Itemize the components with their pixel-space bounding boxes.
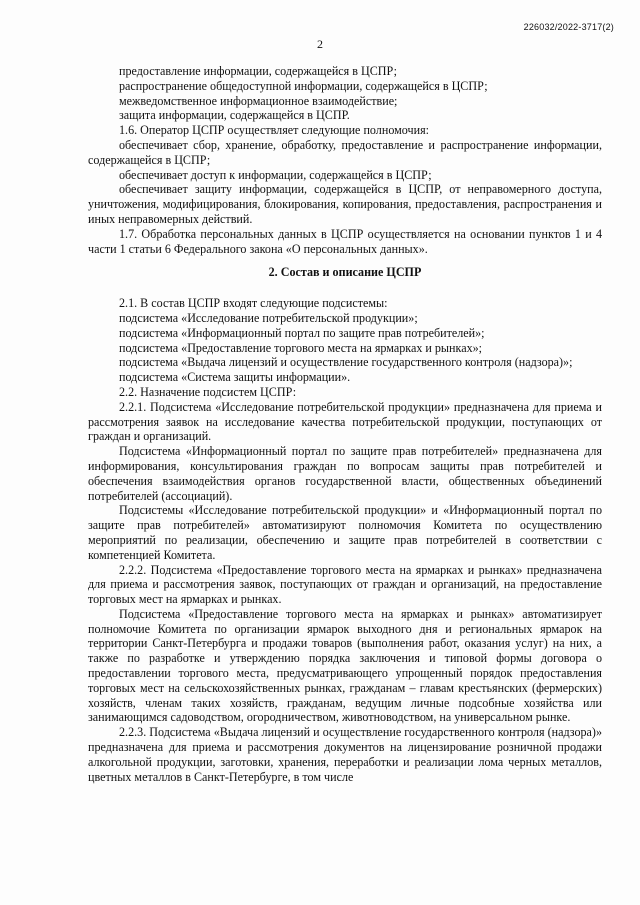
list-item: подсистема «Исследование потребительской продукции»; <box>119 310 418 325</box>
list-item: подсистема «Информационный портал по защите прав потребителей»; <box>119 325 485 340</box>
list-item: защита информации, содержащейся в ЦСПР. <box>119 108 350 123</box>
list-item: предоставление информации, содержащейся в ЦСПР; <box>119 64 398 78</box>
paragraph-2-2-3: 2.2.3. Подсистема «Выдача лицензий и осуществление государственного контроля (надзора)» предназначена для приема и рассмотрения документов на лицензирование розничной продажи алкогольной продукции, заготовки, хранения, переработки и реализации лома черных металлов, цветных металлов в Санкт-Петербурге, в том числе <box>88 725 602 784</box>
paragraph-2-1: 2.1. В состав ЦСПР входят следующие подсистемы: <box>119 296 388 311</box>
paragraph-2-2-1: 2.2.1. Подсистема «Исследование потребительской продукции» предназначена для приема и рассмотрения заявок на исследование качества потребительской продукции, поступающих от граждан и организаций. <box>88 399 602 444</box>
list-item: подсистема «Предоставление торгового места на ярмарках и рынках»; <box>119 340 483 355</box>
list-item: межведомственное информационное взаимодействие; <box>119 93 398 108</box>
section-heading: 2. Состав и описание ЦСПР <box>268 265 422 280</box>
paragraph-2-2: 2.2. Назначение подсистем ЦСПР: <box>119 384 297 399</box>
list-item: распространение общедоступной информации, содержащейся в ЦСПР; <box>119 78 488 93</box>
list-item: обеспечивает защиту информации, содержащейся в ЦСПР, от неправомерного доступа, уничтожения, модифицирования, блокирования, копирования, предоставления, распространения и иных неправомерных действий. <box>88 182 602 226</box>
page-number: 2 <box>317 37 323 51</box>
list-item: подсистема «Выдача лицензий и осуществление государственного контроля (надзора)»; <box>119 355 573 370</box>
document-body <box>88 64 602 784</box>
list-item: обеспечивает доступ к информации, содержащейся в ЦСПР; <box>119 167 432 182</box>
paragraph-1-7: 1.7. Обработка персональных данных в ЦСПР осуществляется на основании пунктов 1 и 4 части 1 статьи 6 Федерального закона «О персональных данных». <box>88 226 602 256</box>
list-item: подсистема «Система защиты информации». <box>119 370 351 385</box>
paragraph-1-6: 1.6. Оператор ЦСПР осуществляет следующие полномочия: <box>119 123 429 138</box>
paragraph-automate: Подсистемы «Исследование потребительской продукции» и «Информационный портал по защите прав потребителей» автоматизируют полномочия Комитета по осуществлению мероприятий по реализации, обеспечению и защите прав потребителей в соответствии с компетенцией Комитета. <box>88 503 602 562</box>
document-number: 226032/2022-3717(2) <box>523 22 614 32</box>
list-item: обеспечивает сбор, хранение, обработку, предоставление и распространение информации, содержащейся в ЦСПР; <box>88 137 602 167</box>
paragraph-portal: Подсистема «Информационный портал по защите прав потребителей» предназначена для информирования, консультирования граждан по вопросам защиты прав потребителей и обеспечения взаимодействия органов государственной власти, общественных объединений потребителей (ассоциаций). <box>88 444 602 503</box>
paragraph-trade: Подсистема «Предоставление торгового места на ярмарках и рынках» автоматизирует полномочие Комитета по организации ярмарок выходного дня и региональных ярмарок на территории Санкт-Петербурга и продажи товаров (выполнения работ, оказания услуг) на них, а также по разработке и утверждению порядка заключения и типовой формы договора о предоставлении торгового места, предусматривающего упрощенный порядок предоставления торговых мест на сельскохозяйственных рынках, гражданам – главам крестьянских (фермерских) хозяйств, членам таких хозяйств, гражданам, ведущим личные подсобные хозяйства или занимающимся садоводством, огородничеством, животноводством, на универсальном рынке. <box>88 606 602 725</box>
paragraph-2-2-2: 2.2.2. Подсистема «Предоставление торгового места на ярмарках и рынках» предназначена для приема и рассмотрения заявок, поступающих от граждан и организаций, на предоставление торговых мест на ярмарках и рынках. <box>88 562 602 607</box>
